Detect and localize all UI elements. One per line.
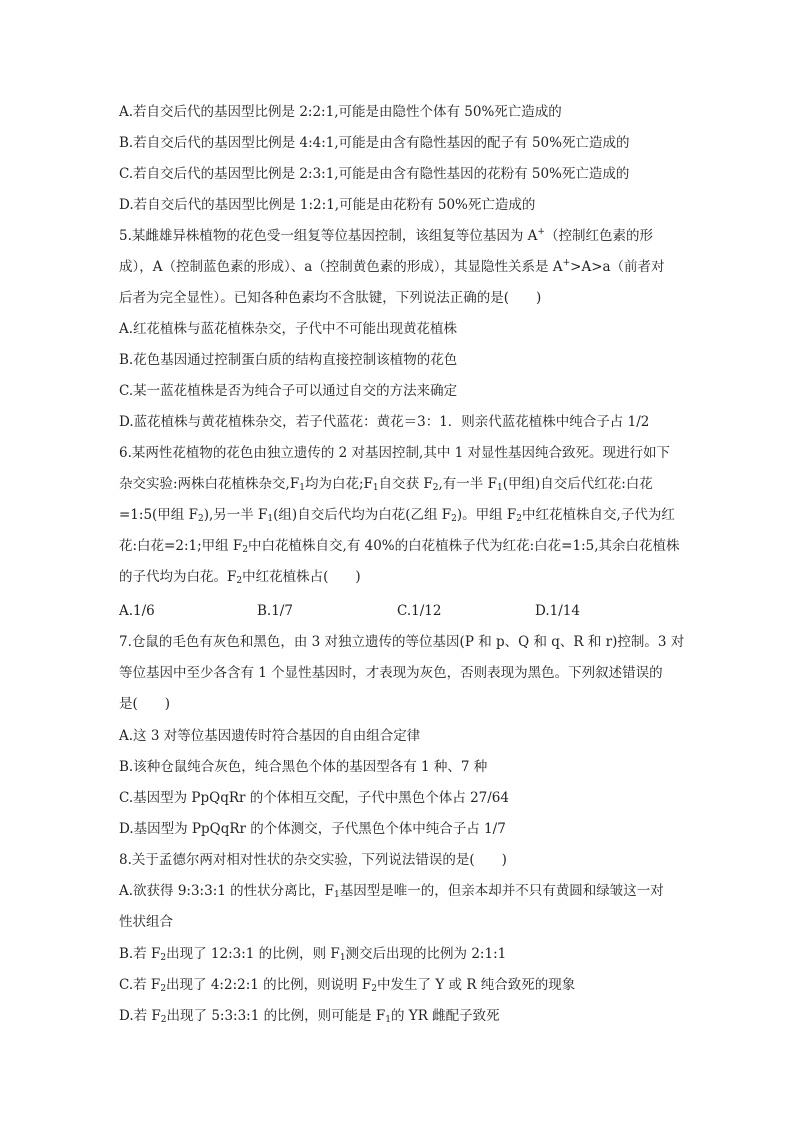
q6-text: =1:5(甲组 F	[119, 507, 198, 523]
q4-option-c: C.若自交后代的基因型比例是 2:3:1,可能是由含有隐性基因的花粉有 50%死亡造成的	[119, 166, 630, 182]
q6-text: 中红花植株自交,子代为红	[522, 507, 675, 523]
q6-text: ),另一半 F	[203, 507, 268, 523]
sup-plus: +	[537, 227, 545, 237]
q7-option-c: C.基因型为 PpQqRr 的个体相互交配，子代中黑色个体占 27/64	[119, 790, 509, 806]
subscript: 1	[339, 953, 346, 963]
subscript: 2	[432, 483, 439, 493]
q5-stem-1b: （控制红色素的形	[544, 228, 653, 244]
q6-option-b: B.1/7	[257, 603, 293, 619]
subscript: 2	[197, 514, 204, 524]
q7-option-b: B.该种仓鼠纯合灰色，纯合黑色个体的基因型各有 1 种、7 种	[119, 759, 488, 775]
q6-text: 的子代均为白花。F	[119, 569, 237, 585]
q6-text: (甲组)自交后代红花:白花	[502, 476, 653, 492]
subscript: 1	[334, 890, 340, 900]
q6-text: 均为白花;F	[304, 476, 373, 492]
q6-text: (组)自交后代均为白花(乙组 F	[273, 507, 452, 523]
q7-stem-line-3: 是( )	[119, 696, 171, 712]
q5-stem-line-2	[119, 257, 665, 277]
q8-text: C.若 F	[119, 977, 161, 993]
q8-text: 出现了 5:3:3:1 的比例，则可能是 F	[166, 1008, 386, 1024]
q8-option-a-line-1	[119, 881, 664, 901]
q6-text: )。甲组 F	[456, 507, 517, 523]
subscript: 2	[160, 984, 167, 994]
q7-stem-line-2: 等位基因中至少各含有 1 个显性基因时，才表现为灰色，否则表现为黑色。下列叙述错误的	[119, 665, 663, 681]
q8-text: 出现了 4:2:2:1 的比例，则说明 F	[166, 977, 372, 993]
q6-option-a: A.1/6	[119, 603, 155, 619]
q6-stem-line-4	[119, 536, 680, 556]
subscript: 2	[160, 1015, 167, 1025]
q8-text: 出现了 12:3:1 的比例，则 F	[166, 946, 340, 962]
q5-option-d: D.蓝花植株与黄花植株杂交，若子代蓝花：黄花＝3：1．则亲代蓝花植株中纯合子占 1/2	[119, 414, 650, 430]
q5-stem-1a: 5.某雌雄异株植物的花色受一组复等位基因控制，该组复等位基因为 A	[119, 228, 538, 244]
subscript: 2	[451, 514, 457, 524]
q5-stem-line-3: 后者为完全显性）。已知各种色素均不含肽键，下列说法正确的是( )	[119, 290, 542, 306]
q8-text: D.若 F	[119, 1008, 161, 1024]
subscript: 2	[160, 953, 167, 963]
subscript: 1	[385, 1015, 392, 1025]
q4-option-b: B.若自交后代的基因型比例是 4:4:1,可能是由含有隐性基因的配子有 50%死亡造成的	[119, 135, 630, 151]
q5-option-a: A.红花植株与蓝花植株杂交，子代中不可能出现黄花植株	[119, 321, 458, 337]
q7-option-d: D.基因型为 PpQqRr 的个体测交，子代黑色个体中纯合子占 1/7	[119, 821, 506, 837]
q8-option-a-line-2: 性状组合	[119, 914, 173, 930]
q8-option-b	[119, 944, 506, 964]
q8-option-c	[119, 975, 575, 995]
q8-option-d	[119, 1006, 500, 1026]
subscript: 1	[372, 483, 379, 493]
q6-text: ,有一半 F	[438, 476, 497, 492]
q6-text: 中白花植株自交,有 40%的白花植株子代为红花:白花=1:5,其余白花植株	[248, 538, 680, 554]
q8-stem: 8.关于孟德尔两对相对性状的杂交实验，下列说法错误的是( )	[119, 852, 507, 868]
q5-option-c: C.某一蓝花植株是否为纯合子可以通过自交的方法来确定	[119, 383, 458, 399]
q7-stem-line-1: 7.仓鼠的毛色有灰色和黑色，由 3 对独立遗传的等位基因(P 和 p、Q 和 q、R 和 r)控制。3 对	[119, 634, 685, 650]
q6-text: 杂交实验:两株白花植株杂交,F	[119, 476, 300, 492]
q6-option-d: D.1/14	[535, 603, 580, 619]
q6-stem-line-1: 6.某两性花植物的花色由独立遗传的 2 对基因控制,其中 1 对显性基因纯合致死。现进行如下	[119, 445, 671, 461]
q8-text: A.欲获得 9:3:3:1 的性状分离比，F	[119, 883, 334, 899]
subscript: 1	[496, 483, 503, 493]
subscript: 1	[299, 483, 305, 493]
q4-option-d: D.若自交后代的基因型比例是 1:2:1,可能是由花粉有 50%死亡造成的	[119, 197, 536, 213]
subscript: 2	[236, 576, 243, 586]
q8-text: 基因型是唯一的，但亲本却并不只有黄圆和绿皱这一对	[339, 883, 664, 899]
q8-text: 中发生了 Y 或 R 纯合致死的现象	[377, 977, 576, 993]
q7-option-a: A.这 3 对等位基因遗传时符合基因的自由组合定律	[119, 728, 421, 744]
subscript: 2	[516, 514, 523, 524]
q6-stem-line-3	[119, 505, 675, 525]
q5-option-b: B.花色基因通过控制蛋白质的结构直接控制该植物的花色	[119, 352, 458, 368]
q6-text: 自交获 F	[378, 476, 433, 492]
q8-text: 的 YR 雌配子致死	[391, 1008, 500, 1024]
q6-stem-line-2	[119, 474, 653, 494]
sup-plus: +	[562, 258, 571, 268]
q4-option-a: A.若自交后代的基因型比例是 2:2:1,可能是由隐性个体有 50%死亡造成的	[119, 104, 562, 120]
q5-stem-2a: 成），A（控制蓝色素的形成）、a（控制黄色素的形成），其显隐性关系是 A	[119, 259, 563, 275]
q6-text: 花:白花=2:1;甲组 F	[119, 538, 243, 554]
q8-text: B.若 F	[119, 946, 161, 962]
subscript: 2	[371, 984, 378, 994]
q6-stem-line-5	[119, 567, 361, 587]
q5-stem-2b: >A>a（前者对	[570, 259, 665, 275]
q6-text: 中红花植株占( )	[242, 569, 361, 585]
subscript: 1	[267, 514, 274, 524]
q8-text: 测交后出现的比例为 2:1:1	[345, 946, 507, 962]
q6-option-c: C.1/12	[397, 603, 442, 619]
subscript: 2	[242, 545, 249, 555]
q5-stem-line-1	[119, 226, 653, 246]
